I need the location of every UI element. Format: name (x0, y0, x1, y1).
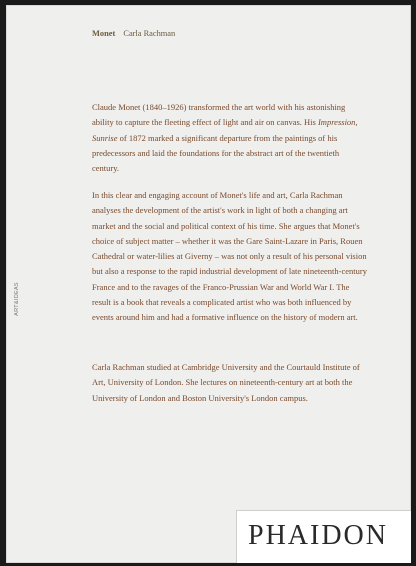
book-back-cover (6, 5, 411, 563)
blurb-intro-text-a: Claude Monet (1840–1926) transformed the art world with his astonishing ability to capture the fleeting effect of light and air on canvas. His (92, 102, 346, 128)
header (92, 29, 175, 38)
publisher-box (236, 510, 411, 563)
series-name: ART&IDEAS (14, 282, 20, 316)
artwork-title: Impression, Sunrise (92, 117, 358, 143)
book-title: Monet (92, 29, 116, 38)
blurb-paragraph-intro (92, 100, 367, 176)
blurb-intro-text-b: of 1872 marked a significant departure from the paintings of his predecessors and laid the foundations for the abstract art of the twentieth century. (92, 132, 340, 174)
publisher-logo: PHAIDON (248, 520, 388, 551)
blurb-paragraph-author-bio: Carla Rachman studied at Cambridge University and the Courtauld Institute of Art, University of London. She lectures on nineteenth-century art at both the University of London and Boston University's London campus. (92, 362, 360, 403)
blurb-paragraph-summary: In this clear and engaging account of Monet's life and art, Carla Rachman analyses the development of the artist's work in light of both a changing art market and the social and political context of his time. She argues that Monet's choice of subject matter – whether it was the Gare Saint-Lazare in Paris, Rouen Cathedral or water-lilies at Giverny – was not only a result of his personal vision but also a response to the rapid industrial development of late nineteenth-century France and to the ravages of the Franco-Prussian War and World War I. The result is a book that reveals a complicated artist who was both influenced by events around him and had a formative influence on the history of modern art. (92, 190, 367, 323)
book-author: Carla Rachman (123, 29, 176, 38)
series-spine-label (12, 279, 22, 319)
